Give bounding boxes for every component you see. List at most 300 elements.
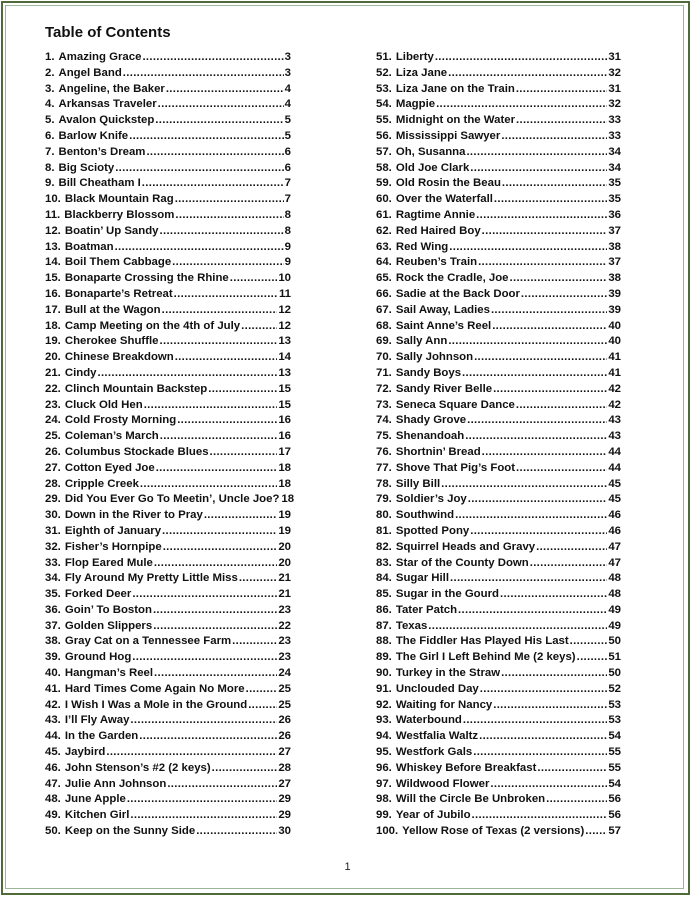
dot-leader xyxy=(510,272,608,284)
dot-leader xyxy=(155,114,283,126)
toc-entry-number: 95. xyxy=(376,746,392,759)
toc-entry-title: Unclouded Day xyxy=(395,682,479,695)
toc-entry-number: 32. xyxy=(45,540,61,553)
dot-leader xyxy=(490,778,607,790)
dot-leader xyxy=(546,793,607,805)
toc-entry-number: 34. xyxy=(45,572,61,585)
toc-entry xyxy=(376,367,621,383)
dot-leader xyxy=(470,162,607,174)
toc-entry-number: 30. xyxy=(45,509,61,522)
toc-entry-page: 34 xyxy=(608,145,621,158)
toc-entry-number: 29. xyxy=(45,493,61,506)
toc-entry-number: 99. xyxy=(376,809,392,822)
toc-entry xyxy=(45,825,291,841)
toc-entry-number: 31. xyxy=(45,524,61,537)
dot-leader xyxy=(175,351,278,363)
toc-entry-title: Liza Jane xyxy=(395,66,448,79)
toc-entry xyxy=(376,525,621,541)
toc-entry-title: Cotton Eyed Joe xyxy=(64,461,155,474)
toc-entry xyxy=(45,525,291,541)
toc-entry xyxy=(376,588,621,604)
dot-leader xyxy=(210,446,278,458)
toc-entry-title: Fisher’s Hornpipe xyxy=(64,540,162,553)
toc-entry-page: 54 xyxy=(608,730,621,743)
dot-leader xyxy=(472,809,608,821)
toc-entry-number: 61. xyxy=(376,208,392,221)
toc-entry-page: 48 xyxy=(608,588,621,601)
dot-leader xyxy=(132,588,277,600)
toc-entry-title: Star of the County Down xyxy=(395,556,529,569)
toc-entry-title: Sally Ann xyxy=(395,335,448,348)
toc-entry-page: 3 xyxy=(284,66,291,79)
dot-leader xyxy=(115,162,283,174)
dot-leader xyxy=(530,557,608,569)
toc-entry-title: Black Mountain Rag xyxy=(64,193,174,206)
toc-entry-title: Columbus Stockade Blues xyxy=(64,445,209,458)
dot-leader xyxy=(493,383,607,395)
toc-entry-page: 55 xyxy=(608,746,621,759)
toc-entry-number: 40. xyxy=(45,667,61,680)
toc-entry xyxy=(45,256,291,272)
toc-entry xyxy=(45,335,291,351)
toc-entry-title: Boil Them Cabbage xyxy=(64,256,172,269)
toc-entry xyxy=(45,446,291,462)
toc-entry-title: June Apple xyxy=(64,793,126,806)
toc-entry-page: 32 xyxy=(608,66,621,79)
toc-entry-page: 11 xyxy=(278,287,291,300)
toc-entry-page: 52 xyxy=(608,682,621,695)
toc-entry-number: 63. xyxy=(376,240,392,253)
toc-entry-number: 94. xyxy=(376,730,392,743)
toc-entry-page: 38 xyxy=(608,272,621,285)
toc-entry-page: 20 xyxy=(278,556,291,569)
toc-entry-page: 13 xyxy=(278,366,291,379)
toc-entry-page: 5 xyxy=(284,114,291,127)
toc-entry-page: 56 xyxy=(608,809,621,822)
toc-entry-number: 8. xyxy=(45,161,55,174)
toc-entry-number: 85. xyxy=(376,588,392,601)
toc-entry xyxy=(45,272,291,288)
toc-entry-page: 27 xyxy=(278,777,291,790)
toc-entry-number: 21. xyxy=(45,366,61,379)
toc-entry-title: Shady Grove xyxy=(395,414,467,427)
dot-leader xyxy=(115,241,284,253)
toc-entry-page: 56 xyxy=(608,793,621,806)
toc-entry-page: 30 xyxy=(278,825,291,838)
toc-entry xyxy=(376,651,621,667)
toc-entry-page: 54 xyxy=(608,777,621,790)
dot-leader xyxy=(448,67,607,79)
toc-entry-title: Cluck Old Hen xyxy=(64,398,143,411)
toc-entry-page: 10 xyxy=(278,272,291,285)
toc-entry xyxy=(45,304,291,320)
toc-entry xyxy=(376,414,621,430)
toc-entry-title: Magpie xyxy=(395,98,436,111)
toc-entry-number: 87. xyxy=(376,619,392,632)
toc-entry xyxy=(45,572,291,588)
dot-leader xyxy=(482,225,608,237)
toc-entry-page: 23 xyxy=(278,635,291,648)
toc-entry xyxy=(376,557,621,573)
toc-entry-page: 29 xyxy=(278,793,291,806)
toc-entry-title: Flop Eared Mule xyxy=(64,556,153,569)
toc-entry-page: 44 xyxy=(608,461,621,474)
toc-entry-page: 9 xyxy=(284,256,291,269)
toc-entry xyxy=(45,98,291,114)
dot-leader xyxy=(474,351,607,363)
toc-entry-page: 22 xyxy=(278,619,291,632)
toc-entry-page: 27 xyxy=(278,746,291,759)
toc-entry-title: Sugar Hill xyxy=(395,572,450,585)
toc-entry-number: 18. xyxy=(45,319,61,332)
dot-leader xyxy=(536,541,607,553)
dot-leader xyxy=(160,335,278,347)
toc-entry-number: 62. xyxy=(376,224,392,237)
toc-entry-title: Texas xyxy=(395,619,428,632)
dot-leader xyxy=(493,699,607,711)
toc-entry-title: Eighth of January xyxy=(64,524,162,537)
toc-entry xyxy=(45,225,291,241)
toc-entry-number: 73. xyxy=(376,398,392,411)
toc-column-right xyxy=(376,51,621,841)
toc-entry-number: 84. xyxy=(376,572,392,585)
toc-entry-number: 10. xyxy=(45,193,61,206)
toc-entry xyxy=(45,351,291,367)
toc-entry-title: Silly Bill xyxy=(395,477,441,490)
dot-leader xyxy=(248,699,277,711)
toc-entry-number: 13. xyxy=(45,240,61,253)
toc-entry xyxy=(376,130,621,146)
toc-entry xyxy=(376,620,621,636)
toc-entry-number: 92. xyxy=(376,698,392,711)
dot-leader xyxy=(160,430,278,442)
toc-entry xyxy=(376,778,621,794)
toc-entry-number: 55. xyxy=(376,114,392,127)
toc-entry-page: 12 xyxy=(278,303,291,316)
toc-entry xyxy=(45,699,291,715)
dot-leader xyxy=(232,635,277,647)
toc-entry-number: 86. xyxy=(376,603,392,616)
toc-entry-number: 82. xyxy=(376,540,392,553)
toc-entry xyxy=(45,493,295,509)
dot-leader xyxy=(463,714,607,726)
toc-entry-page: 46 xyxy=(608,509,621,522)
toc-entry-title: Amazing Grace xyxy=(58,51,142,63)
toc-entry xyxy=(376,509,621,525)
toc-entry-page: 44 xyxy=(608,445,621,458)
toc-entry xyxy=(45,635,291,651)
toc-entry-title: Cripple Creek xyxy=(64,477,139,490)
toc-entry-page: 3 xyxy=(284,51,291,63)
toc-entry xyxy=(376,635,621,651)
toc-entry-number: 100. xyxy=(376,825,399,838)
toc-entry-title: Barlow Knife xyxy=(58,129,129,142)
dot-leader xyxy=(585,825,607,837)
toc-entry-number: 47. xyxy=(45,777,61,790)
toc-entry-number: 19. xyxy=(45,335,61,348)
toc-entry-number: 64. xyxy=(376,256,392,269)
toc-entry-number: 67. xyxy=(376,303,392,316)
dot-leader xyxy=(106,746,277,758)
dot-leader xyxy=(142,51,283,63)
toc-entry-number: 25. xyxy=(45,430,61,443)
toc-entry-page: 12 xyxy=(278,319,291,332)
toc-entry-number: 69. xyxy=(376,335,392,348)
dot-leader xyxy=(140,478,277,490)
dot-leader xyxy=(468,493,608,505)
toc-entry xyxy=(376,83,621,99)
toc-entry-page: 33 xyxy=(608,114,621,127)
toc-entry xyxy=(45,714,291,730)
dot-leader xyxy=(158,98,284,110)
toc-entry-number: 79. xyxy=(376,493,392,506)
toc-entry-page: 16 xyxy=(278,430,291,443)
toc-entry-page: 32 xyxy=(608,98,621,111)
dot-leader xyxy=(142,177,284,189)
toc-entry-title: Liberty xyxy=(395,51,434,63)
toc-entry-title: Bonaparte Crossing the Rhine xyxy=(64,272,229,285)
toc-entry-number: 26. xyxy=(45,445,61,458)
toc-entry-number: 50. xyxy=(45,825,61,838)
toc-entry xyxy=(376,746,621,762)
toc-entry-page: 41 xyxy=(608,366,621,379)
toc-entry xyxy=(376,446,621,462)
toc-entry xyxy=(376,351,621,367)
toc-entry-page: 23 xyxy=(278,651,291,664)
toc-entry-page: 41 xyxy=(608,351,621,364)
toc-entry-page: 20 xyxy=(278,540,291,553)
toc-entry-number: 89. xyxy=(376,651,392,664)
toc-entry-number: 56. xyxy=(376,129,392,142)
dot-leader xyxy=(479,730,607,742)
toc-entry xyxy=(45,177,291,193)
toc-entry-number: 36. xyxy=(45,603,61,616)
dot-leader xyxy=(154,667,277,679)
toc-entry-number: 97. xyxy=(376,777,392,790)
dot-leader xyxy=(146,146,283,158)
toc-entry-title: Old Rosin the Beau xyxy=(395,177,501,190)
toc-entry-page: 6 xyxy=(284,145,291,158)
toc-entry-number: 70. xyxy=(376,351,392,364)
toc-entry-page: 53 xyxy=(608,714,621,727)
toc-entry-title: Avalon Quickstep xyxy=(58,114,155,127)
toc-entry-title: Boatman xyxy=(64,240,114,253)
toc-entry xyxy=(376,541,621,557)
toc-entry-page: 43 xyxy=(608,430,621,443)
toc-entry-number: 6. xyxy=(45,129,55,142)
toc-entry-page: 18 xyxy=(281,493,295,506)
toc-entry xyxy=(45,162,291,178)
toc-entry xyxy=(376,177,621,193)
toc-entry-number: 15. xyxy=(45,272,61,285)
toc-entry-number: 14. xyxy=(45,256,61,269)
toc-entry-title: Ground Hog xyxy=(64,651,132,664)
toc-entry-number: 39. xyxy=(45,651,61,664)
toc-entry-title: Sail Away, Ladies xyxy=(395,303,490,316)
toc-entry-number: 35. xyxy=(45,588,61,601)
toc-entry-page: 48 xyxy=(608,572,621,585)
dot-leader xyxy=(167,778,277,790)
toc-entry-title: Sandy River Belle xyxy=(395,382,493,395)
toc-entry-page: 23 xyxy=(278,603,291,616)
toc-entry xyxy=(45,51,291,67)
toc-entry-number: 76. xyxy=(376,445,392,458)
toc-entry-number: 22. xyxy=(45,382,61,395)
toc-entry-number: 96. xyxy=(376,761,392,774)
toc-entry-page: 50 xyxy=(608,667,621,680)
toc-entry-page: 5 xyxy=(284,129,291,142)
toc-entry-title: Boatin’ Up Sandy xyxy=(64,224,159,237)
toc-entry-page: 7 xyxy=(284,177,291,190)
toc-entry xyxy=(45,193,291,209)
toc-entry-number: 38. xyxy=(45,635,61,648)
dot-leader xyxy=(455,509,607,521)
dot-leader xyxy=(482,446,608,458)
toc-entry xyxy=(376,209,621,225)
toc-entry-page: 57 xyxy=(608,825,621,838)
toc-entry-title: Sugar in the Gourd xyxy=(395,588,499,601)
dot-leader xyxy=(139,730,277,742)
toc-entry-title: Red Wing xyxy=(395,240,449,253)
toc-entry xyxy=(376,762,621,778)
toc-entry-title: The Girl I Left Behind Me (2 keys) xyxy=(395,651,576,664)
toc-entry xyxy=(45,667,291,683)
dot-leader xyxy=(516,462,607,474)
toc-entry-page: 45 xyxy=(608,477,621,490)
dot-leader xyxy=(166,83,284,95)
toc-entry-page: 37 xyxy=(608,256,621,269)
toc-entry-title: Down in the River to Pray xyxy=(64,509,203,522)
toc-entry-number: 33. xyxy=(45,556,61,569)
toc-entry-title: Bull at the Wagon xyxy=(64,303,161,316)
dot-leader xyxy=(494,193,607,205)
toc-entry-number: 16. xyxy=(45,287,61,300)
dot-leader xyxy=(160,225,284,237)
dot-leader xyxy=(177,414,277,426)
toc-entry-number: 80. xyxy=(376,509,392,522)
toc-entry xyxy=(45,146,291,162)
toc-entry-title: Golden Slippers xyxy=(64,619,153,632)
toc-entry-page: 25 xyxy=(278,698,291,711)
toc-entry xyxy=(45,683,291,699)
toc-entry-title: Tater Patch xyxy=(395,603,458,616)
toc-entry xyxy=(45,414,291,430)
toc-entry-title: Clinch Mountain Backstep xyxy=(64,382,208,395)
dot-leader xyxy=(501,130,607,142)
toc-entry-page: 49 xyxy=(608,619,621,632)
toc-entry-page: 4 xyxy=(284,98,291,111)
toc-entry-number: 83. xyxy=(376,556,392,569)
toc-entry-title: Blackberry Blossom xyxy=(64,208,175,221)
toc-entry-title: Westfork Gals xyxy=(395,746,473,759)
dot-leader xyxy=(130,714,277,726)
toc-entry-number: 88. xyxy=(376,635,392,648)
toc-entry-title: Turkey in the Straw xyxy=(395,667,501,680)
toc-entry-title: Old Joe Clark xyxy=(395,161,470,174)
toc-entry-number: 2. xyxy=(45,66,55,79)
toc-entry-title: In the Garden xyxy=(64,730,139,743)
toc-entry xyxy=(45,83,291,99)
toc-entry-page: 16 xyxy=(278,414,291,427)
toc-entry-page: 47 xyxy=(608,556,621,569)
toc-entry-number: 51. xyxy=(376,51,392,63)
toc-entry-number: 77. xyxy=(376,461,392,474)
toc-entry-number: 1. xyxy=(45,51,55,63)
toc-entry xyxy=(45,383,291,399)
toc-entry xyxy=(45,762,291,778)
toc-entry-title: Did You Ever Go To Meetin’, Uncle Joe? xyxy=(64,493,280,506)
toc-entry-page: 35 xyxy=(608,193,621,206)
dot-leader xyxy=(204,509,278,521)
toc-entry-page: 34 xyxy=(608,161,621,174)
toc-entry-title: Wildwood Flower xyxy=(395,777,490,790)
toc-entry xyxy=(376,478,621,494)
toc-entry-number: 37. xyxy=(45,619,61,632)
toc-entry-title: Chinese Breakdown xyxy=(64,351,174,364)
toc-entry-title: Bill Cheatham I xyxy=(58,177,141,190)
dot-leader xyxy=(570,635,608,647)
toc-entry-number: 68. xyxy=(376,319,392,332)
toc-entry-title: Red Haired Boy xyxy=(395,224,481,237)
toc-entry-title: I’ll Fly Away xyxy=(64,714,130,727)
toc-entry-title: Cold Frosty Morning xyxy=(64,414,177,427)
toc-entry-title: Spotted Pony xyxy=(395,524,470,537)
toc-entry xyxy=(45,809,291,825)
toc-entry-number: 17. xyxy=(45,303,61,316)
toc-entry xyxy=(376,809,621,825)
toc-entry-page: 42 xyxy=(608,398,621,411)
toc-entry-number: 52. xyxy=(376,66,392,79)
toc-entry-title: Whiskey Before Breakfast xyxy=(395,761,537,774)
toc-entry-number: 57. xyxy=(376,145,392,158)
toc-entry-title: Reuben’s Train xyxy=(395,256,478,269)
toc-entry-number: 5. xyxy=(45,114,55,127)
toc-entry xyxy=(45,320,291,336)
dot-leader xyxy=(500,588,607,600)
dot-leader xyxy=(175,209,283,221)
toc-entry-page: 7 xyxy=(284,193,291,206)
toc-entry-page: 37 xyxy=(608,224,621,237)
toc-entry xyxy=(376,730,621,746)
dot-leader xyxy=(462,367,607,379)
toc-entry-title: Bonaparte’s Retreat xyxy=(64,287,173,300)
toc-entry-page: 21 xyxy=(278,572,291,585)
toc-entry xyxy=(376,604,621,620)
toc-entry xyxy=(45,209,291,225)
toc-entry-number: 75. xyxy=(376,430,392,443)
toc-entry-title: Benton’s Dream xyxy=(58,145,146,158)
dot-leader xyxy=(153,620,277,632)
toc-entry-number: 72. xyxy=(376,382,392,395)
toc-entry-page: 14 xyxy=(278,351,291,364)
toc-entry-number: 12. xyxy=(45,224,61,237)
toc-entry xyxy=(376,51,621,67)
dot-leader xyxy=(476,209,607,221)
dot-leader xyxy=(428,620,607,632)
dot-leader xyxy=(239,572,277,584)
toc-entry-page: 26 xyxy=(278,714,291,727)
dot-leader xyxy=(153,604,277,616)
toc-entry xyxy=(376,793,621,809)
dot-leader xyxy=(478,256,607,268)
toc-entry-page: 35 xyxy=(608,177,621,190)
toc-entry-page: 36 xyxy=(608,208,621,221)
toc-entry-page: 33 xyxy=(608,129,621,142)
toc-entry-number: 11. xyxy=(45,208,61,221)
toc-entry xyxy=(45,604,291,620)
toc-entry xyxy=(45,430,291,446)
toc-entry-number: 4. xyxy=(45,98,55,111)
